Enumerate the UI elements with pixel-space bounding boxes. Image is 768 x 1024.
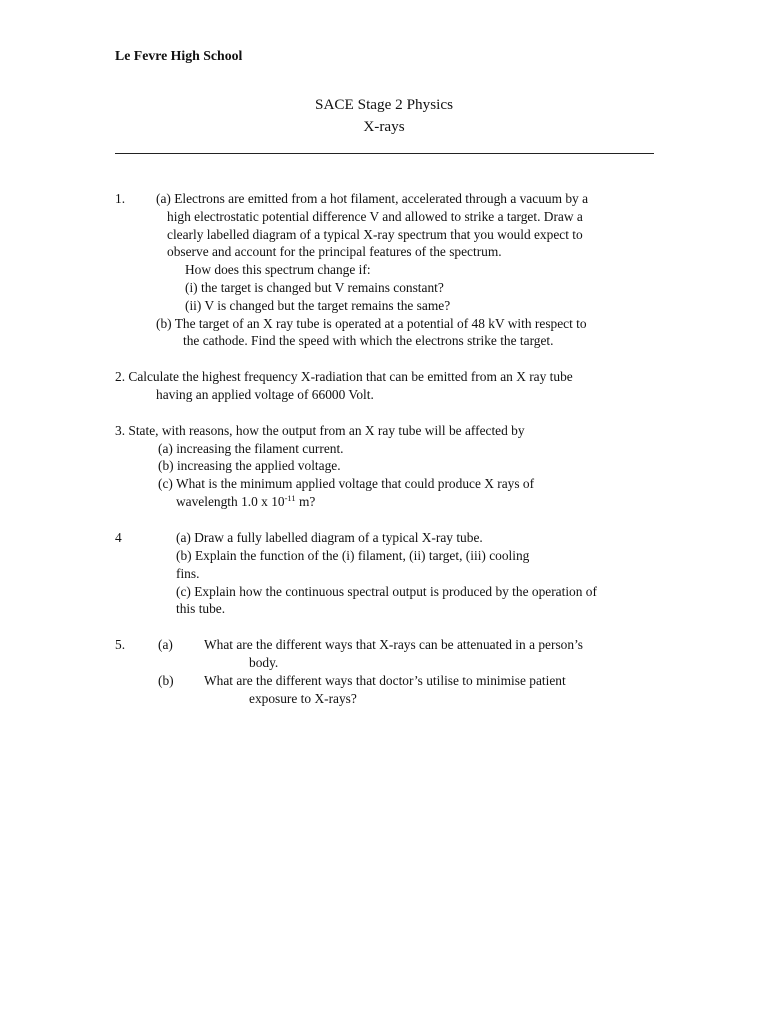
q3-b: (b) increasing the applied voltage. bbox=[158, 458, 341, 473]
q3-a: (a) increasing the filament current. bbox=[158, 441, 344, 456]
q5-b-text-line-2: exposure to X-rays? bbox=[249, 691, 357, 706]
q1b-line-2: the cathode. Find the speed with which the electrons strike the target. bbox=[183, 333, 554, 348]
q3-c-line-2 bbox=[176, 493, 315, 511]
q5-a-label: (a) bbox=[158, 637, 173, 652]
q3-c2-exponent: -11 bbox=[284, 493, 296, 503]
q1-number: 1. bbox=[115, 191, 126, 206]
q5-number: 5. bbox=[115, 637, 126, 652]
q4-a: (a) Draw a fully labelled diagram of a typical X-ray tube. bbox=[176, 530, 483, 545]
q5-a-text-line-2: body. bbox=[249, 655, 279, 670]
q4-c: (c) Explain how the continuous spectral output is produced by the operation of bbox=[176, 584, 597, 599]
q3-intro: 3. State, with reasons, how the output from an X ray tube will be affected by bbox=[115, 423, 525, 438]
q1b-line-1: (b) The target of an X ray tube is operated at a potential of 48 kV with respect to bbox=[156, 316, 587, 331]
q2-line-2: having an applied voltage of 66000 Volt. bbox=[156, 387, 374, 402]
header-divider bbox=[115, 153, 654, 154]
q3-c: (c) What is the minimum applied voltage that could produce X rays of bbox=[158, 476, 535, 491]
q1a-line-2: high electrostatic potential difference V and allowed to strike a target. Draw a bbox=[167, 209, 583, 224]
q4-c-line-2: this tube. bbox=[176, 601, 226, 616]
topic-title: X-rays bbox=[363, 118, 405, 135]
q5-a-text: What are the different ways that X-rays can be attenuated in a person’s bbox=[204, 637, 583, 652]
q4-b-line-2: fins. bbox=[176, 566, 200, 581]
q1-sub-intro: How does this spectrum change if: bbox=[185, 262, 371, 277]
q4-b: (b) Explain the function of the (i) filament, (ii) target, (iii) cooling bbox=[176, 548, 530, 563]
school-name: Le Fevre High School bbox=[115, 48, 243, 63]
q2-line-1: 2. Calculate the highest frequency X-radiation that can be emitted from an X ray tube bbox=[115, 369, 573, 384]
q5-b-text: What are the different ways that doctor’s utilise to minimise patient bbox=[204, 673, 566, 688]
q1a-line-4: observe and account for the principal features of the spectrum. bbox=[167, 244, 502, 259]
q1a-line-3: clearly labelled diagram of a typical X-ray spectrum that you would expect to bbox=[167, 227, 583, 242]
course-title: SACE Stage 2 Physics bbox=[315, 96, 453, 113]
q3-c2-post: m? bbox=[295, 494, 316, 509]
q1-sub-i: (i) the target is changed but V remains constant? bbox=[185, 280, 444, 295]
q1a-line-1: (a) Electrons are emitted from a hot filament, accelerated through a vacuum by a bbox=[156, 191, 589, 206]
q1-sub-ii: (ii) V is changed but the target remains the same? bbox=[185, 298, 451, 313]
q3-c2-pre: wavelength 1.0 x 10 bbox=[176, 494, 285, 509]
q5-b-label: (b) bbox=[158, 673, 174, 688]
q4-number: 4 bbox=[115, 530, 122, 545]
